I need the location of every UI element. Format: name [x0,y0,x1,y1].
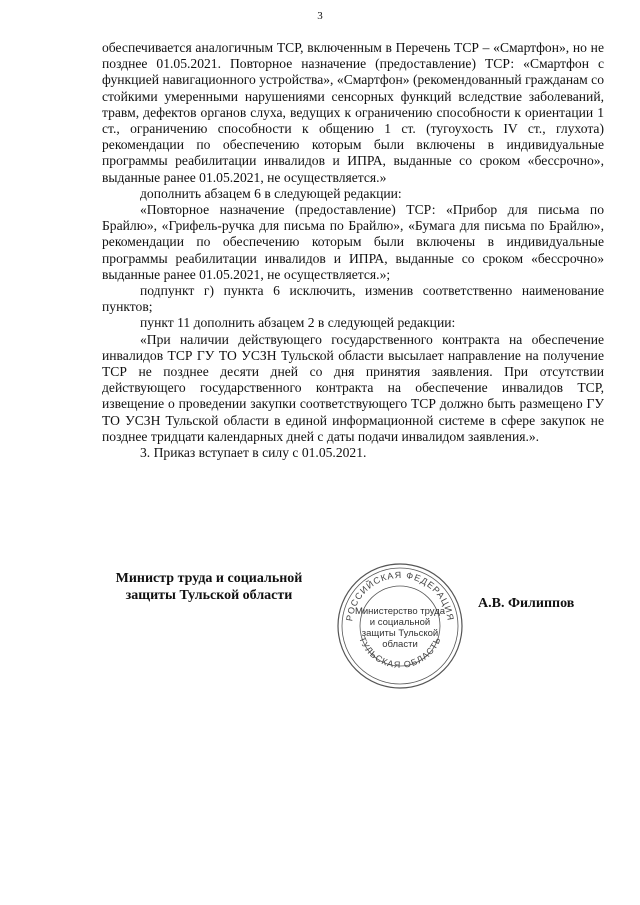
paragraph-7: 3. Приказ вступает в силу с 01.05.2021. [140,445,367,461]
signatory-name: А.В. Филиппов [478,596,575,611]
seal-ring-bottom: ТУЛЬСКАЯ ОБЛАСТЬ [357,635,443,670]
page-number: 3 [317,10,323,22]
paragraph-2: дополнить абзацем 6 в следующей редакции: [140,185,402,201]
seal-ring-top: РОССИЙСКАЯ ФЕДЕРАЦИЯ [344,569,456,622]
document-body [102,40,604,461]
signatory-title: Министр труда и социальной защиты Тульской области [115,571,303,603]
paragraph-4: подпункт г) пункта 6 исключить, изменив соответственно наименование пунктов; [102,283,604,315]
official-seal [334,560,466,692]
paragraph-6: «При наличии действующего государственного контракта на обеспечение инвалидов ТСР ГУ ТО УСЗН Тульской области высылает направление на получение ТСР не позднее десяти дней со дня принятия заявления. При отсутствии действующего государственного контракта на обеспечение инвалидов ТСР, извещение о проведении закупки соответствующего ТСР должно быть размещено ГУ ТО УСЗН Тульской области в единой информационной системе в сфере закупок не позднее тридцати календарных дней с даты подачи инвалидом заявления.». [102,331,604,444]
paragraph-1: обеспечивается аналогичным ТСР, включенным в Перечень ТСР – «Смартфон», но не позднее 01.05.2021. Повторное назначение (предоставление) ТСР: «Смартфон с функцией навигационного устройства», «Смартфон» (рекомендованный гражданам со стойкими умеренными нарушениями сенсорных функций вследствие заболеваний, травм, дефектов органов слуха, ведущих к ограничению способности к ориентации 1 ст., ограничению способности к общению 1 ст. (тугоухость IV ст., глухота) рекомендации по обеспечению которым были включены в индивидуальные программы реабилитации инвалидов и ИПРА, выданные со сроком «бессрочно», выданные ранее 01.05.2021, не осуществляется.» [102,40,604,185]
seal-center-text: Министерство труда и социальной защиты Тульской области [354,606,446,650]
paragraph-5: пункт 11 дополнить абзацем 2 в следующей редакции: [140,315,456,331]
signature-block [0,560,640,700]
paragraph-3: «Повторное назначение (предоставление) ТСР: «Прибор для письма по Брайлю», «Грифель-ручка для письма по Брайлю», «Бумага для письма по Брайлю», рекомендации по обеспечению которым были включены в индивидуальные программы реабилитации инвалидов и ИПРА, выданные со сроком «бессрочно» выданные ранее 01.05.2021, не осуществляется.»; [102,202,604,282]
